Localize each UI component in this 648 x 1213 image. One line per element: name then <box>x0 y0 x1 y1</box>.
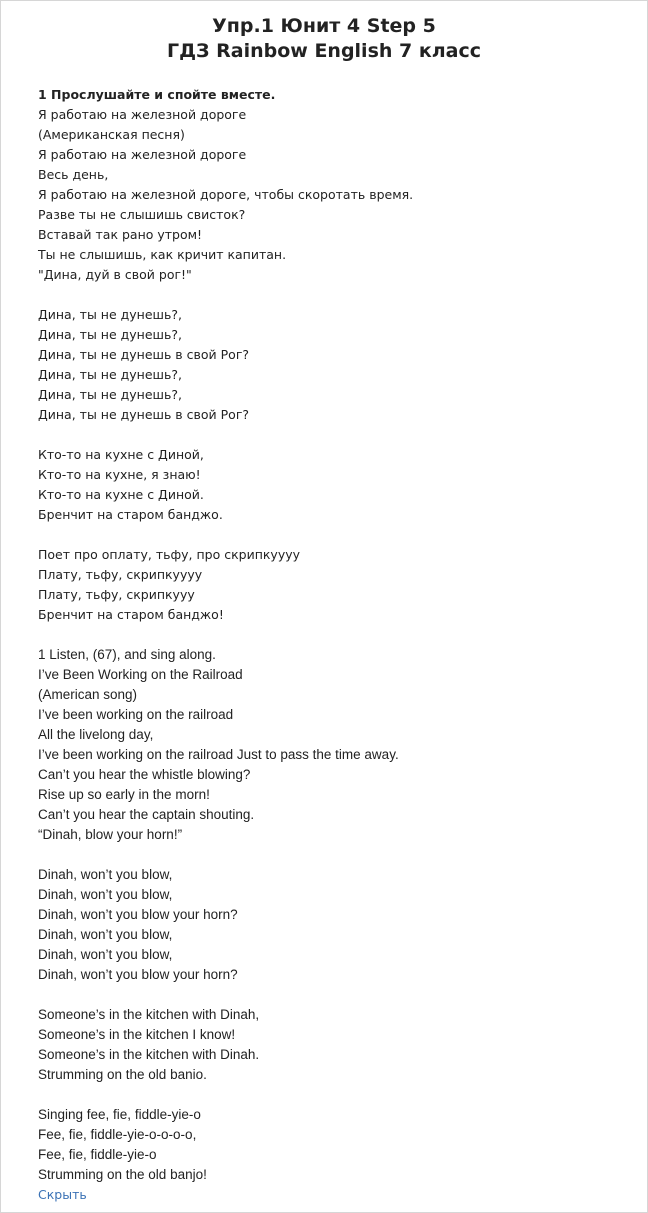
translation-lyric-line: Я работаю на железной дороге <box>38 107 247 122</box>
original-lyric-line: All the livelong day, <box>38 727 154 742</box>
solution-content <box>38 85 638 1205</box>
page-title-line-2: ГДЗ Rainbow English 7 класс <box>166 40 482 62</box>
original-lyric-line: Dinah, won’t you blow your horn? <box>38 907 238 922</box>
original-lyric-line: Rise up so early in the morn! <box>38 787 210 802</box>
original-lyric-line: Singing fee, fie, fiddle-yie-o <box>38 1107 201 1122</box>
original-lyric-line: Strumming on the old banio. <box>38 1067 207 1082</box>
stanza-gap <box>38 525 638 545</box>
translation-lyric-line: Дина, ты не дунешь в свой Рог? <box>38 347 250 362</box>
translation-lyric-line: Поет про оплату, тьфу, про скрипкуууу <box>38 547 301 562</box>
translation-lyric-line: Дина, ты не дунешь?, <box>38 387 182 402</box>
translation-lyric-line: (Американская песня) <box>38 127 185 142</box>
original-lyric-line: Strumming on the old banjo! <box>38 1167 207 1182</box>
translation-lyric-line: Плату, тьфу, скрипкууу <box>38 587 195 602</box>
original-lyric-line: Dinah, won’t you blow, <box>38 927 173 942</box>
stanza-gap <box>38 425 638 445</box>
original-lyric-line: Can’t you hear the whistle blowing? <box>38 767 251 782</box>
page-header <box>0 14 648 64</box>
translation-lyric-line: Весь день, <box>38 167 109 182</box>
translation-lyric-line: Бренчит на старом банджо! <box>38 607 224 622</box>
translation-lyric-line: Кто-то на кухне, я знаю! <box>38 467 201 482</box>
translation-lyric-line: Плату, тьфу, скрипкуууу <box>38 567 203 582</box>
stanza-gap <box>38 845 638 865</box>
hide-solution-link[interactable]: Скрыть <box>38 1187 87 1202</box>
page-title-line-1: Упр.1 Юнит 4 Step 5 <box>212 15 436 37</box>
translation-lyric-line: Бренчит на старом банджо. <box>38 507 223 522</box>
original-lyric-line: Someone’s in the kitchen with Dinah, <box>38 1007 260 1022</box>
original-lyric-line: Can’t you hear the captain shouting. <box>38 807 255 822</box>
translation-lyric-line: Дина, ты не дунешь в свой Рог? <box>38 407 250 422</box>
translation-lyric-line: "Дина, дуй в свой рог!" <box>38 267 192 282</box>
original-lyric-line: “Dinah, blow your horn!” <box>38 827 183 842</box>
original-lyric-line: I’ve been working on the railroad Just to pass the time away. <box>38 747 399 762</box>
original-lyric-line: Dinah, won’t you blow, <box>38 867 173 882</box>
translation-lyric-line: Вставай так рано утром! <box>38 227 203 242</box>
translation-lyric-line: Разве ты не слышишь свисток? <box>38 207 246 222</box>
original-lyric-line: Dinah, won’t you blow, <box>38 887 173 902</box>
stanza-gap <box>38 625 638 645</box>
original-lyric-line: Dinah, won’t you blow your horn? <box>38 967 238 982</box>
translation-task-heading: 1 Прослушайте и спойте вместе. <box>38 87 276 102</box>
stanza-gap <box>38 985 638 1005</box>
stanza-gap <box>38 1085 638 1105</box>
translation-lyric-line: Я работаю на железной дороге <box>38 147 247 162</box>
original-task-heading: 1 Listen, (67), and sing along. <box>38 647 216 662</box>
original-lyric-line: (American song) <box>38 687 138 702</box>
original-lyric-line: Fee, fie, fiddle-yie-o <box>38 1147 157 1162</box>
original-lyric-line: Dinah, won’t you blow, <box>38 947 173 962</box>
translation-block <box>38 85 638 645</box>
original-lyric-line: Someone’s in the kitchen I know! <box>38 1027 236 1042</box>
translation-lyric-line: Дина, ты не дунешь?, <box>38 367 182 382</box>
original-lyric-line: I’ve Been Working on the Railroad <box>38 667 243 682</box>
translation-lyric-line: Ты не слышишь, как кричит капитан. <box>38 247 287 262</box>
translation-lyric-line: Дина, ты не дунешь?, <box>38 327 182 342</box>
translation-lyric-line: Дина, ты не дунешь?, <box>38 307 182 322</box>
translation-lyric-line: Кто-то на кухне с Диной, <box>38 447 204 462</box>
translation-lyric-line: Кто-то на кухне с Диной. <box>38 487 204 502</box>
original-lyric-line: Someone’s in the kitchen with Dinah. <box>38 1047 260 1062</box>
translation-lyric-line: Я работаю на железной дороге, чтобы скоротать время. <box>38 187 414 202</box>
stanza-gap <box>38 285 638 305</box>
original-block <box>38 645 638 1185</box>
original-lyric-line: Fee, fie, fiddle-yie-o-o-o-o, <box>38 1127 197 1142</box>
original-lyric-line: I’ve been working on the railroad <box>38 707 234 722</box>
